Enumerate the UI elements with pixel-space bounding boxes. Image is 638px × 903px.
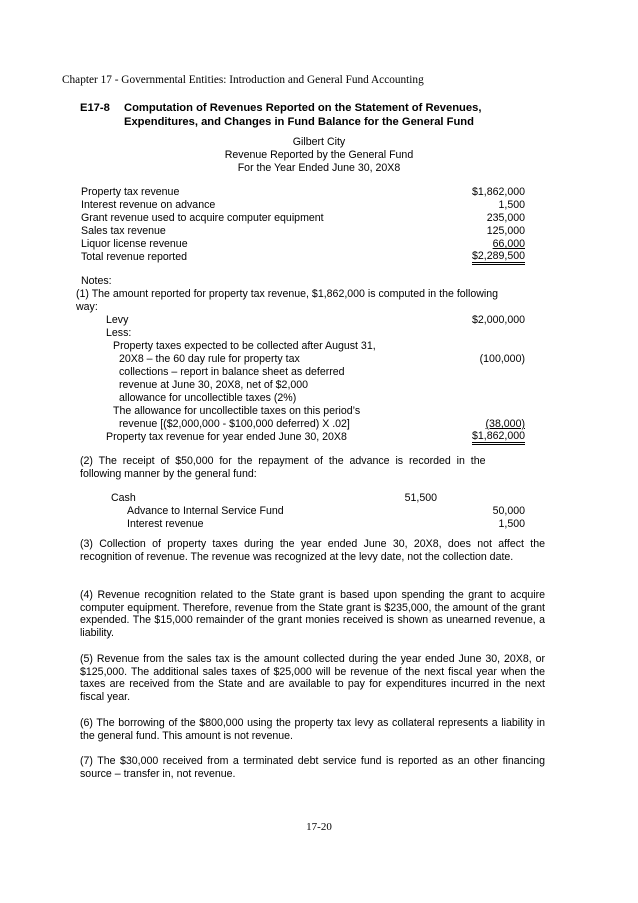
- entry-account-cash: Cash: [111, 492, 136, 504]
- entry-account-advance: Advance to Internal Service Fund: [127, 505, 284, 517]
- levy-label: Levy: [106, 314, 129, 326]
- row-label-liquor: Liquor license revenue: [81, 238, 188, 250]
- row-amount-sales-tax: 125,000: [486, 225, 525, 237]
- page-number: 17-20: [306, 821, 332, 833]
- entry-credit-advance: 50,000: [492, 505, 525, 517]
- note1-line1: (1) The amount reported for property tax revenue, $1,862,000 is computed in the following: [76, 288, 499, 300]
- entry-account-interest: Interest revenue: [127, 518, 204, 530]
- deferred-line: Property taxes expected to be collected after August 31,: [113, 340, 376, 352]
- allowance-line: revenue [($2,000,000 - $100,000 deferred) X .02]: [119, 418, 350, 430]
- allowance-amount: (38,000): [485, 418, 525, 430]
- deferred-line: revenue at June 30, 20X8, net of $2,000: [119, 379, 309, 391]
- result-label: Property tax revenue for year ended June 30, 20X8: [106, 431, 347, 443]
- note2-line2: following manner by the general fund:: [80, 468, 257, 480]
- deferred-line: allowance for uncollectible taxes (2%): [119, 392, 297, 404]
- less-label: Less:: [106, 327, 132, 339]
- note2-line1: (2) The receipt of $50,000 for the repayment of the advance is recorded in the: [80, 455, 486, 467]
- row-label-property-tax: Property tax revenue: [81, 186, 180, 198]
- entry-credit-interest: 1,500: [498, 518, 525, 530]
- notes-heading: Notes:: [81, 275, 112, 287]
- row-amount-property-tax: $1,862,000: [471, 186, 525, 198]
- row-label-grant: Grant revenue used to acquire computer equipment: [81, 212, 324, 224]
- note4: (4) Revenue recognition related to the State grant is based upon spending the grant to acquire computer equipment. Therefore, revenue from the State grant is $235,000, the amount of the grant expended. The $15,000 remainder of the grant monies received is shown as unearned revenue, a liability.: [80, 589, 545, 639]
- note7: (7) The $30,000 received from a terminated debt service fund is reported as an other financing source – transfer in, not revenue.: [80, 755, 545, 780]
- row-amount-grant: 235,000: [486, 212, 525, 224]
- note5: (5) Revenue from the sales tax is the amount collected during the year ended June 30, 20X8, or $125,000. The additional sales taxes of $25,000 will be revenue of the next fiscal year when the taxes are received from the State and are available to pay for expenditures incurred in the next fiscal year.: [80, 653, 545, 703]
- statement-period: For the Year Ended June 30, 20X8: [237, 162, 401, 174]
- statement-entity: Gilbert City: [292, 136, 346, 148]
- exercise-number: E17-8: [80, 102, 110, 114]
- row-label-interest: Interest revenue on advance: [81, 199, 216, 211]
- exercise-title-line1: Computation of Revenues Reported on the Statement of Revenues,: [124, 102, 482, 114]
- allowance-line: The allowance for uncollectible taxes on this period’s: [113, 405, 361, 417]
- deferred-amount: (100,000): [479, 353, 525, 365]
- deferred-line: 20X8 – the 60 day rule for property tax: [119, 353, 300, 365]
- row-amount-total: $2,289,500: [472, 251, 525, 265]
- statement-title: Revenue Reported by the General Fund: [224, 149, 414, 161]
- deferred-line: collections – report in balance sheet as deferred: [119, 366, 345, 378]
- levy-amount: $2,000,000: [471, 314, 525, 326]
- note1-line2: way:: [76, 301, 98, 313]
- exercise-title-line2: Expenditures, and Changes in Fund Balance for the General Fund: [124, 116, 474, 128]
- note3: (3) Collection of property taxes during the year ended June 30, 20X8, does not affect the recognition of revenue. The revenue was recognized at the levy date, not the collection date.: [80, 538, 545, 563]
- row-amount-interest: 1,500: [498, 199, 525, 211]
- entry-debit-cash: 51,500: [404, 492, 437, 504]
- chapter-header: Chapter 17 - Governmental Entities: Introduction and General Fund Accounting: [62, 74, 424, 86]
- result-amount: $1,862,000: [472, 431, 525, 445]
- row-amount-liquor: 66,000: [492, 238, 525, 250]
- note6: (6) The borrowing of the $800,000 using the property tax levy as collateral represents a liability in the general fund. This amount is not revenue.: [80, 717, 545, 742]
- row-label-sales-tax: Sales tax revenue: [81, 225, 166, 237]
- row-label-total: Total revenue reported: [81, 251, 188, 263]
